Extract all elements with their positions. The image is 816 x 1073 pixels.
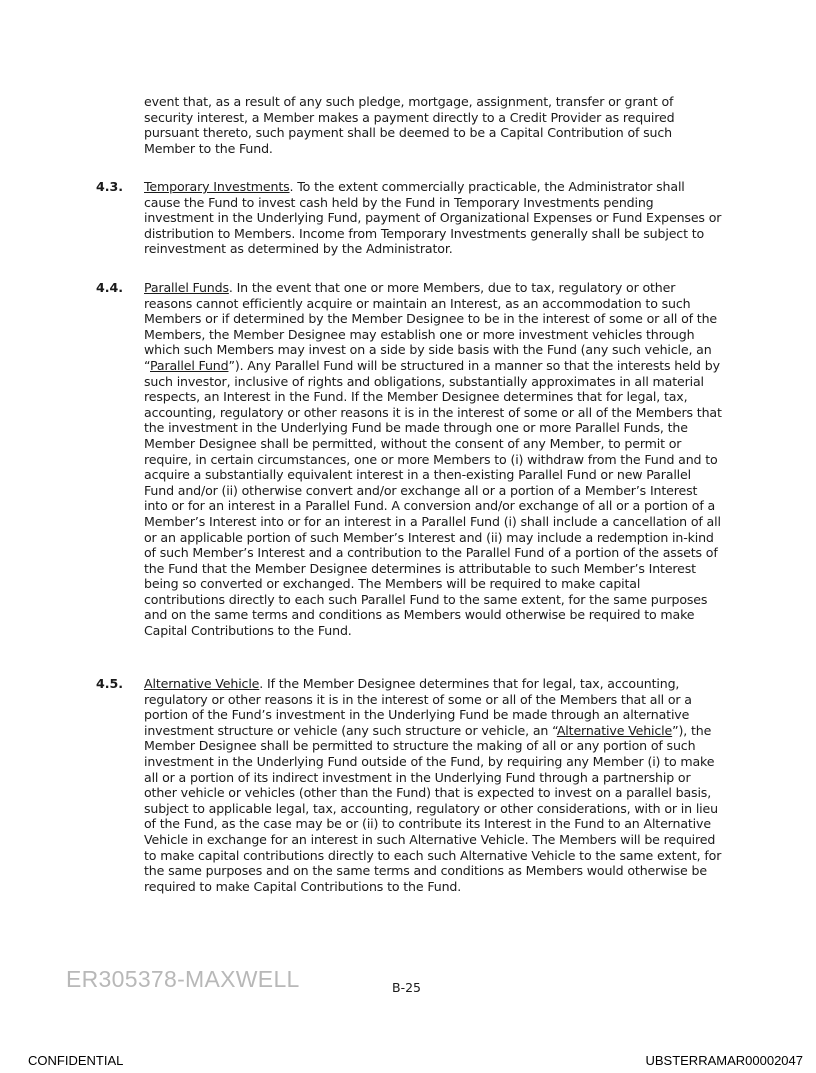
section-4-4-paragraph <box>144 280 722 639</box>
section-number-4-4: 4.4. <box>96 280 124 295</box>
section-number-4-3: 4.3. <box>96 179 124 194</box>
footer-bates-number: UBSTERRAMAR00002047 <box>645 1053 803 1068</box>
section-heading: Temporary Investments <box>144 179 290 194</box>
defined-term: Alternative Vehicle <box>556 722 673 738</box>
footer-confidential: CONFIDENTIAL <box>28 1053 124 1068</box>
section-body: ”). Any Parallel Fund will be structured in a manner so that the interests held by such investor, inclusive of rights and obligations, substantially approximates in all material respects, an Interest in the Fund. If the Member Designee determines that for legal, tax, accounting, regulatory or other reasons it is in the interest of some or all of the Members that the investment in the Underlying Fund be made through one or more Parallel Funds, the Member Designee shall be permitted, without the consent of any Member, to permit or require, in certain circumstances, one or more Members to (i) withdraw from the Fund and to acquire a substantially equivalent interest in a then-existing Parallel Fund or new Parallel Fund and/or (ii) otherwise convert and/or exchange all or a portion of a Member’s Interest into or for an interest in a Parallel Fund. A conversion and/or exchange of all or a portion of a Member’s Interest into or for an interest in a Parallel Fund (i) shall include a cancellation of all or an applicable portion of such Member’s Interest and (ii) may include a redemption in-kind of such Member’s Interest and a contribution to the Parallel Fund of a portion of the assets of the Fund that the Member Designee determines is attributable to such Member’s Interest being so converted or exchanged. The Members will be required to make capital contributions directly to each such Parallel Fund to the same extent, for the same purposes and on the same terms and conditions as Members would otherwise be required to make Capital Contributions to the Fund. <box>144 357 722 639</box>
section-4-5-paragraph <box>144 676 722 894</box>
section-body: . If the Member Designee determines that for legal, tax, accounting, regulatory or other reasons it is in the interest of some or all of the Members that all or a portion of the Fund’s investment in the Underlying Fund be made through an alternative investment structure or vehicle (any such structure or vehicle, an “ <box>144 676 692 738</box>
continuation-paragraph: event that, as a result of any such pledge, mortgage, assignment, transfer or grant of security interest, a Member makes a payment directly to a Credit Provider as required pursuant thereto, such payment shall be deemed to be a Capital Contribution of such Member to the Fund. <box>144 94 675 156</box>
section-heading: Parallel Funds <box>144 280 229 295</box>
bates-watermark: ER305378-MAXWELL <box>66 966 300 992</box>
section-body: . In the event that one or more Members, due to tax, regulatory or other reasons cannot efficiently acquire or maintain an Interest, as an accommodation to such Members or if determined by the Member Designee to be in the interest of some or all of the Members, the Member Designee may establish one or more investment vehicles through which such Members may invest on a side by side basis with the Fund (any such vehicle, an “ <box>144 280 718 373</box>
section-heading: Alternative Vehicle <box>144 676 260 691</box>
section-4-3-paragraph <box>144 179 722 257</box>
page-number: B-25 <box>392 980 421 995</box>
defined-term: Parallel Fund <box>150 357 229 373</box>
section-body: . To the extent commercially practicable, the Administrator shall cause the Fund to invest cash held by the Fund in Temporary Investments pending investment in the Underlying Fund, payment of Organizational Expenses or Fund Expenses or distribution to Members. Income from Temporary Investments generally shall be subject to reinvestment as determined by the Administrator. <box>144 179 722 257</box>
section-body: ”), the Member Designee shall be permitted to structure the making of all or any portion of such investment in the Underlying Fund outside of the Fund, by requiring any Member (i) to make all or a portion of its indirect investment in the Underlying Fund through a partnership or other vehicle or vehicles (other than the Fund) that is expected to invest on a parallel basis, subject to applicable legal, tax, accounting, regulatory or other considerations, with or in lieu of the Fund, as the case may be or (ii) to contribute its Interest in the Fund to an Alternative Vehicle in exchange for an interest in such Alternative Vehicle. The Members will be required to make capital contributions directly to each such Alternative Vehicle to the same extent, for the same purposes and on the same terms and conditions as Members would otherwise be required to make Capital Contributions to the Fund. <box>144 722 722 894</box>
section-number-4-5: 4.5. <box>96 676 124 691</box>
